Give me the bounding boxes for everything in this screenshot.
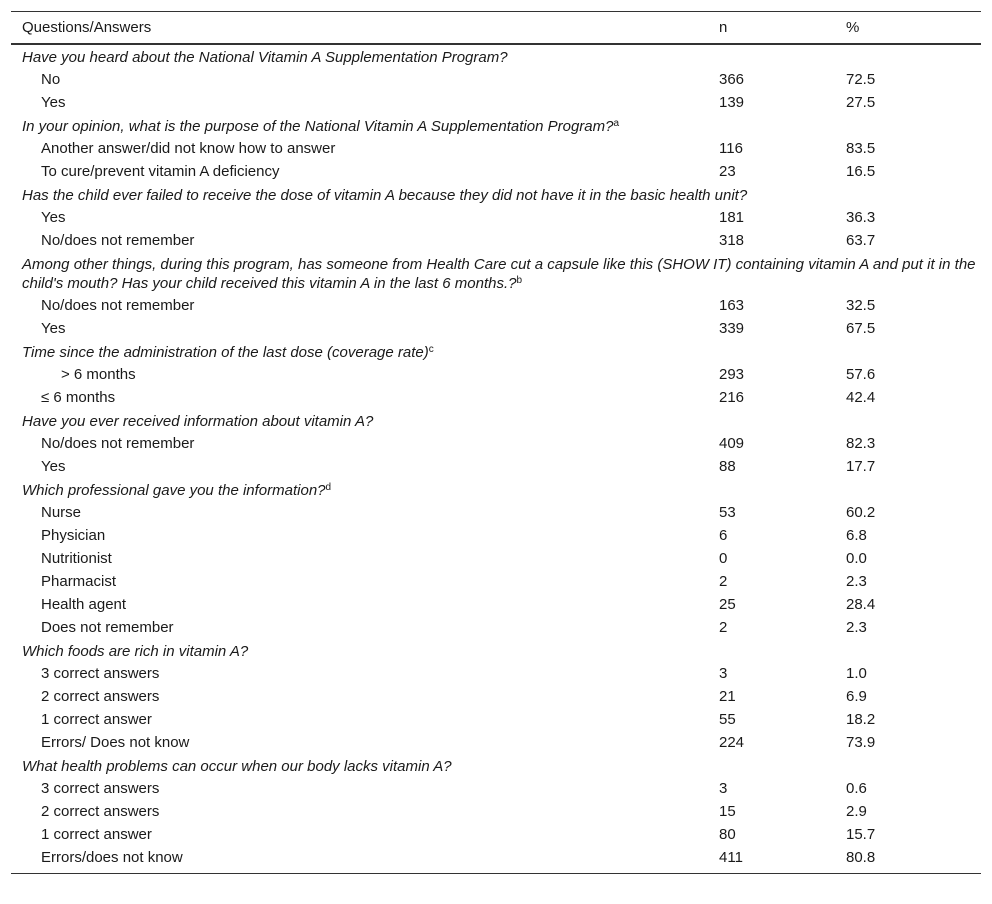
answer-label: 2 correct answers bbox=[41, 687, 160, 705]
results-table bbox=[11, 11, 981, 874]
answer-row bbox=[11, 501, 981, 524]
answer-count: 2 bbox=[719, 572, 728, 590]
answer-label: Yes bbox=[41, 208, 66, 226]
answer-row bbox=[11, 616, 981, 639]
question-text: Time since the administration of the last dose (coverage rate) bbox=[22, 343, 429, 361]
question-cell bbox=[11, 183, 981, 206]
answer-row bbox=[11, 685, 981, 708]
question-cell bbox=[11, 409, 981, 432]
answer-row bbox=[11, 593, 981, 616]
answer-percent: 16.5 bbox=[846, 162, 876, 180]
answer-percent: 28.4 bbox=[846, 595, 876, 613]
answer-row bbox=[11, 206, 981, 229]
answer-label: 1 correct answer bbox=[41, 710, 152, 728]
question-row bbox=[11, 639, 981, 662]
question-row bbox=[11, 114, 981, 137]
table-header bbox=[11, 12, 981, 44]
answer-label: Yes bbox=[41, 457, 66, 475]
answer-row bbox=[11, 317, 981, 340]
question-text: Have you ever received information about vitamin A? bbox=[22, 412, 374, 430]
question-cell bbox=[11, 478, 981, 501]
question-text: Among other things, during this program, has someone from Health Care cut a capsule like this (SHOW IT) containing vitamin A and put it in the child's mouth? Has your child received this vitamin A in the last 6 months.? bbox=[22, 255, 976, 292]
answer-percent: 60.2 bbox=[846, 503, 876, 521]
answer-label: Another answer/did not know how to answer bbox=[41, 139, 336, 157]
answer-count: 409 bbox=[719, 434, 745, 452]
answer-row bbox=[11, 386, 981, 409]
answer-label: 3 correct answers bbox=[41, 664, 160, 682]
answer-count: 53 bbox=[719, 503, 736, 521]
question-row bbox=[11, 754, 981, 777]
answer-label: Errors/ Does not know bbox=[41, 733, 190, 751]
answer-label: ≤ 6 months bbox=[41, 388, 116, 406]
answer-percent: 82.3 bbox=[846, 434, 876, 452]
answer-label: 1 correct answer bbox=[41, 825, 152, 843]
answer-percent: 2.3 bbox=[846, 572, 867, 590]
answer-percent: 2.9 bbox=[846, 802, 867, 820]
answer-count: 55 bbox=[719, 710, 736, 728]
answer-percent: 67.5 bbox=[846, 319, 876, 337]
results-table-container bbox=[11, 11, 981, 874]
answer-label: > 6 months bbox=[61, 365, 136, 383]
answer-percent: 80.8 bbox=[835, 846, 981, 874]
answer-label: Pharmacist bbox=[41, 572, 117, 590]
answer-count: 25 bbox=[719, 595, 736, 613]
answer-row bbox=[11, 846, 981, 874]
answer-label: No/does not remember bbox=[41, 296, 195, 314]
answer-row bbox=[11, 455, 981, 478]
answer-count: 3 bbox=[719, 664, 728, 682]
answer-count: 139 bbox=[719, 93, 745, 111]
question-text: In your opinion, what is the purpose of the National Vitamin A Supplementation Program? bbox=[22, 117, 614, 135]
question-row bbox=[11, 252, 981, 294]
answer-percent: 32.5 bbox=[846, 296, 876, 314]
answer-row bbox=[11, 800, 981, 823]
footnote-marker: a bbox=[613, 117, 620, 129]
answer-count: 3 bbox=[719, 779, 728, 797]
answer-count: 216 bbox=[719, 388, 745, 406]
table-body bbox=[11, 44, 981, 874]
answer-row bbox=[11, 294, 981, 317]
answer-percent: 83.5 bbox=[846, 139, 876, 157]
answer-count: 181 bbox=[719, 208, 745, 226]
answer-count: 116 bbox=[719, 139, 743, 157]
answer-count: 411 bbox=[708, 846, 835, 874]
answer-label: No/does not remember bbox=[41, 231, 195, 249]
answer-percent: 0.6 bbox=[846, 779, 867, 797]
answer-percent: 1.0 bbox=[846, 664, 867, 682]
answer-count: 21 bbox=[719, 687, 736, 705]
answer-percent: 63.7 bbox=[846, 231, 876, 249]
answer-row bbox=[11, 823, 981, 846]
question-cell bbox=[11, 114, 981, 137]
answer-row bbox=[11, 363, 981, 386]
answer-percent: 72.5 bbox=[846, 70, 876, 88]
answer-count: 366 bbox=[719, 70, 745, 88]
answer-row bbox=[11, 91, 981, 114]
answer-count: 224 bbox=[719, 733, 745, 751]
answer-label: 2 correct answers bbox=[41, 802, 160, 820]
answer-percent: 36.3 bbox=[846, 208, 876, 226]
answer-label: Physician bbox=[41, 526, 106, 544]
question-row bbox=[11, 340, 981, 363]
answer-count: 0 bbox=[719, 549, 728, 567]
answer-percent: 73.9 bbox=[846, 733, 876, 751]
footnote-marker: b bbox=[516, 274, 523, 286]
answer-count: 88 bbox=[719, 457, 736, 475]
answer-count: 318 bbox=[719, 231, 745, 249]
answer-label: No/does not remember bbox=[41, 434, 195, 452]
header-row bbox=[11, 12, 981, 44]
answer-row bbox=[11, 731, 981, 754]
question-cell bbox=[11, 340, 981, 363]
answer-row bbox=[11, 524, 981, 547]
answer-row bbox=[11, 229, 981, 252]
question-text: Have you heard about the National Vitamin A Supplementation Program? bbox=[22, 48, 508, 66]
answer-row bbox=[11, 160, 981, 183]
answer-percent: 18.2 bbox=[846, 710, 876, 728]
answer-row bbox=[11, 547, 981, 570]
answer-label: 3 correct answers bbox=[41, 779, 160, 797]
header-n: n bbox=[708, 12, 835, 44]
header-percent: % bbox=[835, 12, 981, 44]
answer-percent: 42.4 bbox=[846, 388, 876, 406]
question-text: Which professional gave you the information? bbox=[22, 481, 326, 499]
question-cell bbox=[11, 754, 981, 777]
answer-row bbox=[11, 570, 981, 593]
answer-count: 2 bbox=[719, 618, 728, 636]
answer-count: 80 bbox=[719, 825, 736, 843]
answer-count: 6 bbox=[719, 526, 728, 544]
answer-row bbox=[11, 708, 981, 731]
answer-label: Yes bbox=[41, 319, 66, 337]
question-row bbox=[11, 44, 981, 68]
answer-percent: 6.8 bbox=[846, 526, 867, 544]
question-text: What health problems can occur when our body lacks vitamin A? bbox=[22, 757, 452, 775]
question-row bbox=[11, 183, 981, 206]
answer-percent: 6.9 bbox=[846, 687, 867, 705]
answer-row bbox=[11, 137, 981, 160]
answer-count: 339 bbox=[719, 319, 745, 337]
answer-label: No bbox=[41, 70, 61, 88]
answer-row bbox=[11, 432, 981, 455]
answer-percent: 2.3 bbox=[846, 618, 867, 636]
answer-row bbox=[11, 68, 981, 91]
header-questions-answers: Questions/Answers bbox=[11, 12, 708, 44]
answer-row bbox=[11, 777, 981, 800]
answer-count: 293 bbox=[719, 365, 745, 383]
answer-count: 163 bbox=[719, 296, 745, 314]
question-cell bbox=[11, 44, 981, 68]
answer-row bbox=[11, 662, 981, 685]
question-text: Has the child ever failed to receive the dose of vitamin A because they did not have it in the basic health unit? bbox=[22, 186, 748, 204]
question-text: Which foods are rich in vitamin A? bbox=[22, 642, 249, 660]
answer-count: 15 bbox=[719, 802, 736, 820]
answer-count: 23 bbox=[719, 162, 736, 180]
answer-label: Yes bbox=[41, 93, 66, 111]
question-row bbox=[11, 409, 981, 432]
footnote-marker: d bbox=[325, 481, 332, 493]
answer-label: Does not remember bbox=[41, 618, 174, 636]
answer-percent: 0.0 bbox=[846, 549, 867, 567]
answer-label: Errors/does not know bbox=[11, 846, 708, 874]
answer-percent: 17.7 bbox=[846, 457, 876, 475]
question-cell bbox=[11, 252, 981, 294]
question-row bbox=[11, 478, 981, 501]
answer-label: Nurse bbox=[41, 503, 82, 521]
footnote-marker: c bbox=[428, 343, 434, 355]
question-cell bbox=[11, 639, 981, 662]
answer-percent: 57.6 bbox=[846, 365, 876, 383]
answer-percent: 27.5 bbox=[846, 93, 876, 111]
answer-percent: 15.7 bbox=[846, 825, 876, 843]
answer-label: Health agent bbox=[41, 595, 127, 613]
answer-label: To cure/prevent vitamin A deficiency bbox=[41, 162, 280, 180]
answer-label: Nutritionist bbox=[41, 549, 112, 567]
